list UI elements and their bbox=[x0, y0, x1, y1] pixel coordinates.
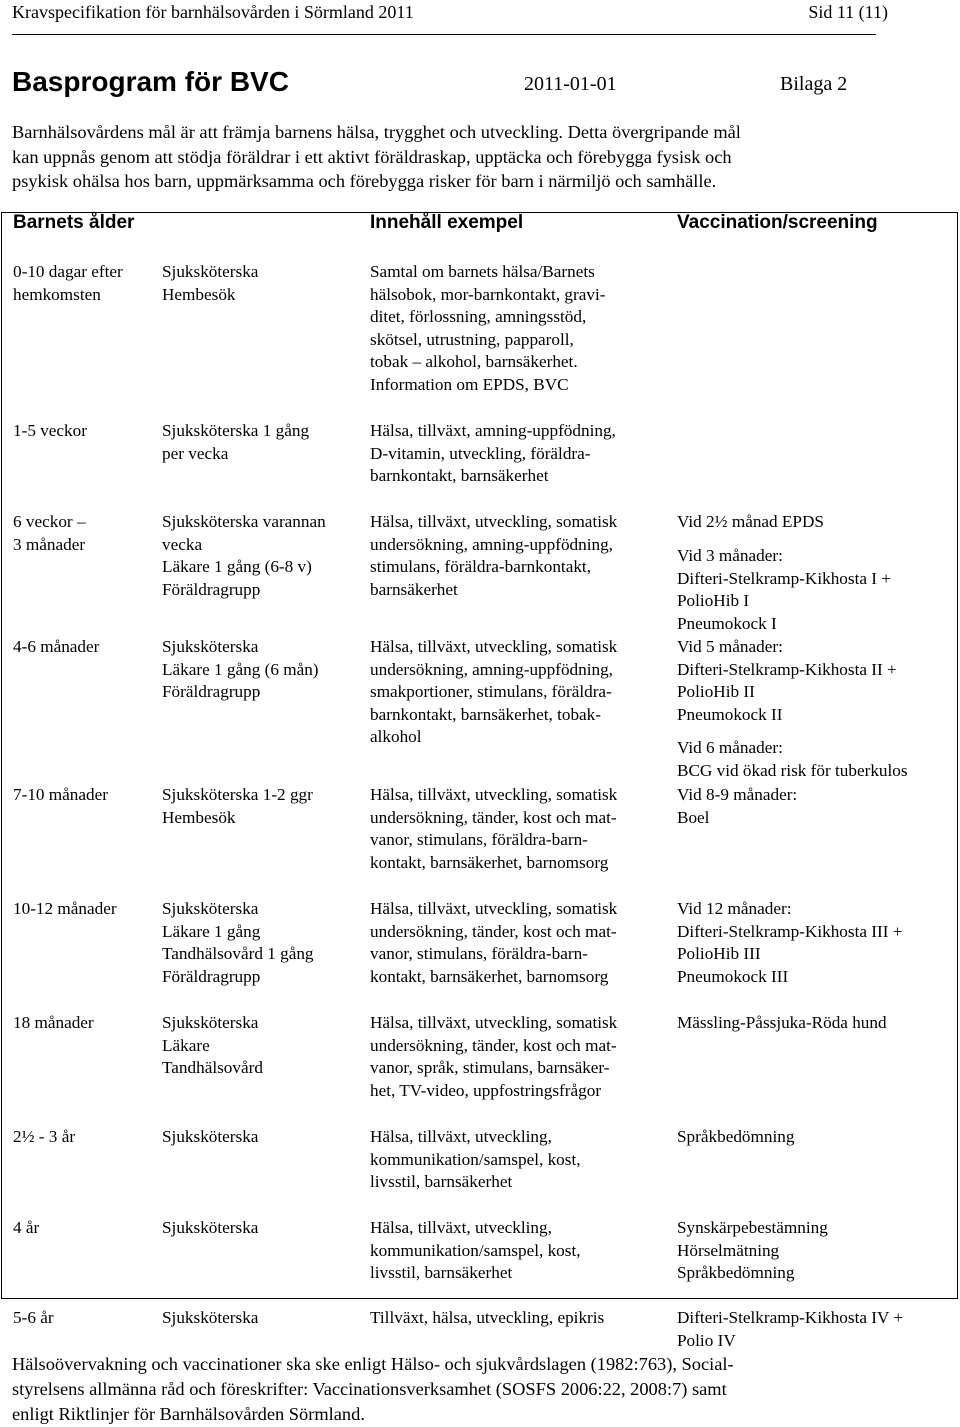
intro-line: kan uppnås genom att stödja föräldrar i ett aktivt föräldraskap, upptäcka och förebygga fysisk och bbox=[12, 146, 732, 167]
outro-line: styrelsens allmänna råd och föreskrifter: Vaccinationsverksamhet (SOSFS 2006:22, 2008:7) samt bbox=[12, 1379, 727, 1399]
vaccination-2-5-months: Vid 2½ månad EPDS bbox=[677, 512, 824, 531]
outro-line: enligt Riktlinjer för Barnhälsovården Sörmland. bbox=[12, 1404, 365, 1424]
document-title: Basprogram för BVC bbox=[12, 66, 289, 97]
row-2-age: 6 veckor – 3 månader bbox=[13, 512, 86, 554]
page-number: Sid 11 (11) bbox=[808, 2, 888, 22]
row-9-staff: Sjuksköterska bbox=[162, 1308, 259, 1327]
column-header-content: Innehåll exempel bbox=[370, 212, 524, 233]
row-3-content: Hälsa, tillväxt, utveckling, somatisk undersökning, amning-uppfödning, smakportioner, stimulans, föräldra- barnkontakt, barnsäkerhet, tobak- alkohol bbox=[370, 637, 618, 747]
row-3-age: 4-6 månader bbox=[13, 637, 100, 656]
row-3-staff: Sjuksköterska Läkare 1 gång (6 mån) Föräldragrupp bbox=[162, 637, 319, 702]
row-9-age: 5-6 år bbox=[13, 1308, 54, 1327]
row-7-staff: Sjuksköterska bbox=[162, 1127, 259, 1146]
vaccination-3-months: Vid 3 månader: Difteri-Stelkramp-Kikhosta I + PolioHib I Pneumokock I bbox=[677, 546, 891, 633]
row-8-age: 4 år bbox=[13, 1218, 40, 1237]
row-2-content: Hälsa, tillväxt, utveckling, somatisk undersökning, amning-uppfödning, stimulans, föräldra-barnkontakt, barnsäkerhet bbox=[370, 512, 618, 599]
row-5-staff: Sjuksköterska Läkare 1 gång Tandhälsovård 1 gång Föräldragrupp bbox=[162, 899, 314, 986]
row-1-staff: Sjuksköterska 1 gång per vecka bbox=[162, 421, 310, 463]
row-6-vaccination: Mässling-Påssjuka-Röda hund bbox=[677, 1013, 887, 1032]
row-8-vaccination: Synskärpebestämning Hörselmätning Språkbedömning bbox=[677, 1218, 828, 1283]
intro-line: Barnhälsovårdens mål är att främja barnens hälsa, trygghet och utveckling. Detta övergripande mål bbox=[12, 122, 741, 142]
appendix-label: Bilaga 2 bbox=[780, 73, 848, 95]
document-date: 2011-01-01 bbox=[524, 73, 617, 95]
page-header-title: Kravspecifikation för barnhälsovården i Sörmland 2011 bbox=[12, 2, 414, 22]
row-6-staff: Sjuksköterska Läkare Tandhälsovård bbox=[162, 1013, 263, 1078]
row-1-content: Hälsa, tillväxt, amning-uppfödning, D-vitamin, utveckling, föräldra- barnkontakt, barnsäkerhet bbox=[370, 421, 616, 486]
row-0-content: Samtal om barnets hälsa/Barnets hälsobok, mor-barnkontakt, gravi- ditet, förlossning, amningsstöd, skötsel, utrustning, papparoll, tobak – alkohol, barnsäkerhet. Information om EPDS, BVC bbox=[370, 262, 606, 394]
row-6-content: Hälsa, tillväxt, utveckling, somatisk undersökning, tänder, kost och mat- vanor, språk, stimulans, barnsäker- het, TV-video, uppfostringsfrågor bbox=[370, 1013, 618, 1100]
row-4-content: Hälsa, tillväxt, utveckling, somatisk undersökning, tänder, kost och mat- vanor, stimulans, föräldra-barn- kontakt, barnsäkerhet, barnomsorg bbox=[370, 785, 618, 872]
row-7-content: Hälsa, tillväxt, utveckling, kommunikation/samspel, kost, livsstil, barnsäkerhet bbox=[370, 1127, 581, 1192]
row-9-content: Tillväxt, hälsa, utveckling, epikris bbox=[370, 1308, 605, 1327]
outro-line: Hälsoövervakning och vaccinationer ska ske enligt Hälso- och sjukvårdslagen (1982:763), Social- bbox=[12, 1354, 734, 1374]
row-7-age: 2½ - 3 år bbox=[13, 1127, 76, 1146]
row-8-staff: Sjuksköterska bbox=[162, 1218, 259, 1237]
vaccination-8-9-months: Vid 8-9 månader: Boel bbox=[677, 785, 798, 827]
intro-paragraph bbox=[12, 120, 952, 194]
header-divider bbox=[12, 34, 876, 35]
row-4-staff: Sjuksköterska 1-2 ggr Hembesök bbox=[162, 785, 313, 827]
closing-paragraph bbox=[12, 1352, 952, 1427]
row-8-content: Hälsa, tillväxt, utveckling, kommunikation/samspel, kost, livsstil, barnsäkerhet bbox=[370, 1218, 581, 1283]
row-0-age: 0-10 dagar efter hemkomsten bbox=[13, 262, 123, 304]
row-1-age: 1-5 veckor bbox=[13, 421, 87, 440]
row-5-age: 10-12 månader bbox=[13, 899, 117, 918]
row-6-age: 18 månader bbox=[13, 1013, 94, 1032]
vaccination-6-months: Vid 6 månader: BCG vid ökad risk för tuberkulos bbox=[677, 738, 908, 780]
column-header-vaccination: Vaccination/screening bbox=[677, 212, 878, 233]
vaccination-5-months: Vid 5 månader: Difteri-Stelkramp-Kikhosta II + PolioHib II Pneumokock II bbox=[677, 637, 897, 724]
row-5-vaccination: Vid 12 månader: Difteri-Stelkramp-Kikhosta III + PolioHib III Pneumokock III bbox=[677, 899, 903, 986]
column-header-age: Barnets ålder bbox=[13, 212, 135, 233]
row-9-vaccination: Difteri-Stelkramp-Kikhosta IV + Polio IV bbox=[677, 1308, 904, 1350]
row-7-vaccination: Språkbedömning bbox=[677, 1127, 795, 1146]
row-5-content: Hälsa, tillväxt, utveckling, somatisk undersökning, tänder, kost och mat- vanor, stimulans, föräldra-barn- kontakt, barnsäkerhet, barnomsorg bbox=[370, 899, 618, 986]
row-4-age: 7-10 månader bbox=[13, 785, 108, 804]
row-0-staff: Sjuksköterska Hembesök bbox=[162, 262, 259, 304]
row-2-staff: Sjuksköterska varannan vecka Läkare 1 gång (6-8 v) Föräldragrupp bbox=[162, 512, 326, 599]
intro-line: psykisk ohälsa hos barn, uppmärksamma och förebygga risker för barn i närmiljö och samhälle. bbox=[12, 171, 717, 191]
